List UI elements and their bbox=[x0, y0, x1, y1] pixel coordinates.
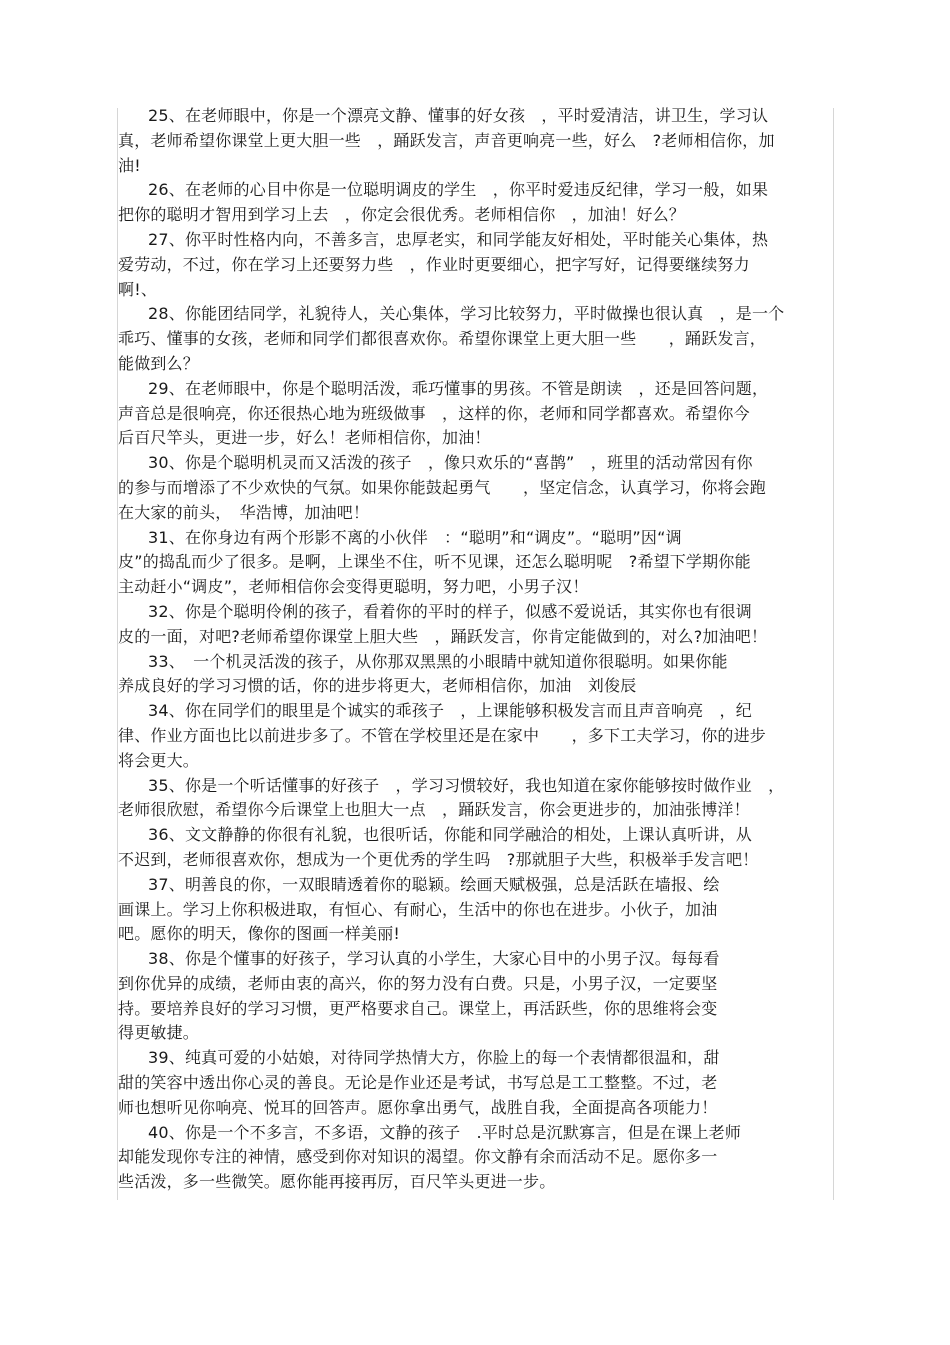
paragraph-line: 在大家的前头， 华浩博，加油吧！ bbox=[118, 502, 370, 522]
comment-paragraph bbox=[118, 873, 830, 947]
paragraph-line: 甜的笑容中透出你心灵的善良。无论是作业还是考试，书写总是工工整整。不过，老 bbox=[118, 1073, 718, 1093]
paragraph-line: 27、你平时性格内向，不善多言，忠厚老实，和同学能友好相处，平时能关心集体，热 bbox=[148, 229, 769, 249]
document-page bbox=[118, 104, 830, 1195]
paragraph-line: 持。要培养良好的学习习惯，更严格要求自己。课堂上，再活跃些，你的思维将会变 bbox=[118, 998, 718, 1018]
comment-paragraph bbox=[118, 104, 830, 178]
paragraph-line: 39、纯真可爱的小姑娘，对待同学热情大方，你脸上的每一个表情都很温和，甜 bbox=[148, 1048, 720, 1068]
paragraph-line: 师也想听见你响亮、悦耳的回答声。愿你拿出勇气，战胜自我，全面提高各项能力！ bbox=[118, 1097, 718, 1117]
paragraph-line: 33、 一个机灵活泼的孩子，从你那双黑黑的小眼睛中就知道你很聪明。如果你能 bbox=[148, 651, 728, 671]
paragraph-line: 37、明善良的你，一双眼睛透着你的聪颖。绘画天赋极强，总是活跃在墙报、绘 bbox=[148, 874, 720, 894]
paragraph-line: 得更敏捷。 bbox=[118, 1023, 200, 1043]
paragraph-line: 35、你是一个听话懂事的好孩子 ，学习习惯较好，我也知道在家你能够按时做作业 ， bbox=[148, 775, 785, 795]
paragraph-line: 36、文文静静的你很有礼貌，也很听话，你能和同学融洽的相处，上课认真听讲，从 bbox=[148, 825, 752, 845]
paragraph-line: 皮的一面，对吧?老师希望你课堂上胆大些 ，踊跃发言，你肯定能做到的，对么?加油吧！ bbox=[118, 626, 768, 646]
paragraph-line: 31、在你身边有两个形影不离的小伙伴 ：“聪明”和“调皮”。“聪明”因“调 bbox=[148, 527, 682, 547]
paragraph-line: 养成良好的学习习惯的话，你的进步将更大，老师相信你，加油 刘俊辰 bbox=[118, 676, 637, 696]
comment-paragraph bbox=[118, 377, 830, 451]
paragraph-line: 啊!、 bbox=[118, 279, 158, 299]
comments-list bbox=[118, 104, 830, 1195]
paragraph-line: 皮”的捣乱而少了很多。是啊，上课坐不住，听不见课，还怎么聪明呢 ?希望下学期你能 bbox=[118, 552, 751, 572]
paragraph-line: 25、在老师眼中，你是一个漂亮文静、懂事的好女孩 ，平时爱清洁，讲卫生，学习认 bbox=[148, 106, 769, 125]
paragraph-line: 声音总是很响亮，你还很热心地为班级做事 ，这样的你，老师和同学都喜欢。希望你今 bbox=[118, 403, 750, 423]
paragraph-line: 28、你能团结同学，礼貌待人，关心集体，学习比较努力，平时做操也很认真 ，是一个 bbox=[148, 304, 785, 324]
comment-paragraph bbox=[118, 947, 830, 1046]
comment-paragraph bbox=[118, 600, 830, 650]
paragraph-line: 画课上。学习上你积极进取，有恒心、有耐心，生活中的你也在进步。小伙子，加油 bbox=[118, 899, 718, 919]
paragraph-line: 老师很欣慰，希望你今后课堂上也胆大一点 ，踊跃发言，你会更进步的，加油张博洋！ bbox=[118, 800, 750, 820]
paragraph-line: 29、在老师眼中，你是个聪明活泼，乖巧懂事的男孩。不管是朗读 ，还是回答问题， bbox=[148, 378, 769, 398]
paragraph-line: 将会更大。 bbox=[118, 750, 200, 770]
paragraph-line: 38、你是个懂事的好孩子，学习认真的小学生，大家心目中的小男子汉。每每看 bbox=[148, 949, 720, 969]
paragraph-line: 律、作业方面也比以前进步多了。不管在学校里还是在家中 ，多下工夫学习，你的进步 bbox=[118, 725, 767, 745]
paragraph-line: 的参与而增添了不少欢快的气氛。如果你能鼓起勇气 ，坚定信念，认真学习，你将会跑 bbox=[118, 477, 767, 497]
comment-paragraph bbox=[118, 526, 830, 600]
comment-paragraph bbox=[118, 774, 830, 824]
paragraph-line: 到你优异的成绩，老师由衷的高兴，你的努力没有白费。只是，小男子汉，一定要坚 bbox=[118, 973, 718, 993]
paragraph-line: 乖巧、懂事的女孩，老师和同学们都很喜欢你。希望你课堂上更大胆一些 ，踊跃发言， bbox=[118, 329, 767, 349]
paragraph-line: 40、你是一个不多言，不多语，文静的孩子 .平时总是沉默寡言，但是在课上老师 bbox=[148, 1122, 742, 1142]
comment-paragraph bbox=[118, 451, 830, 525]
paragraph-line: 吧。愿你的明天，像你的图画一样美丽! bbox=[118, 924, 401, 944]
comment-paragraph bbox=[118, 1046, 830, 1120]
paragraph-line: 主动赶小“调皮”，老师相信你会变得更聪明，努力吧，小男子汉！ bbox=[118, 577, 589, 597]
comment-paragraph bbox=[118, 178, 830, 228]
paragraph-line: 油! bbox=[118, 155, 141, 175]
comment-paragraph bbox=[118, 302, 830, 376]
comment-paragraph bbox=[118, 1121, 830, 1195]
comment-paragraph bbox=[118, 823, 830, 873]
paragraph-line: 34、你在同学们的眼里是个诚实的乖孩子 ，上课能够积极发言而且声音响亮 ，纪 bbox=[148, 701, 752, 721]
paragraph-line: 把你的聪明才智用到学习上去 ，你定会很优秀。老师相信你 ，加油！好么？ bbox=[118, 205, 686, 225]
paragraph-line: 些活泼，多一些微笑。愿你能再接再厉，百尺竿头更进一步。 bbox=[118, 1172, 556, 1192]
paragraph-line: 爱劳动，不过，你在学习上还要努力些 ，作业时更要细心，把字写好，记得要继续努力 bbox=[118, 254, 750, 274]
paragraph-line: 30、你是个聪明机灵而又活泼的孩子 ，像只欢乐的“喜鹊” ，班里的活动常因有你 bbox=[148, 453, 753, 473]
paragraph-line: 26、在老师的心目中你是一位聪明调皮的学生 ，你平时爱违反纪律，学习一般，如果 bbox=[148, 180, 769, 200]
paragraph-line: 后百尺竿头，更进一步，好么！老师相信你，加油！ bbox=[118, 428, 491, 448]
paragraph-line: 32、你是个聪明伶俐的孩子，看着你的平时的样子，似感不爱说话，其实你也有很调 bbox=[148, 601, 752, 621]
paragraph-line: 不迟到，老师很喜欢你，想成为一个更优秀的学生吗 ?那就胆子大些，积极举手发言吧！ bbox=[118, 849, 759, 869]
comment-paragraph bbox=[118, 228, 830, 302]
paragraph-line: 能做到么？ bbox=[118, 353, 200, 373]
paragraph-line: 真，老师希望你课堂上更大胆一些 ，踊跃发言，声音更响亮一些，好么 ?老师相信你，加 bbox=[118, 130, 775, 150]
comment-paragraph bbox=[118, 699, 830, 773]
comment-paragraph bbox=[118, 650, 830, 700]
paragraph-line: 却能发现你专注的神情，感受到你对知识的渴望。你文静有余而活动不足。愿你多一 bbox=[118, 1147, 718, 1167]
right-border-line bbox=[833, 108, 834, 1200]
